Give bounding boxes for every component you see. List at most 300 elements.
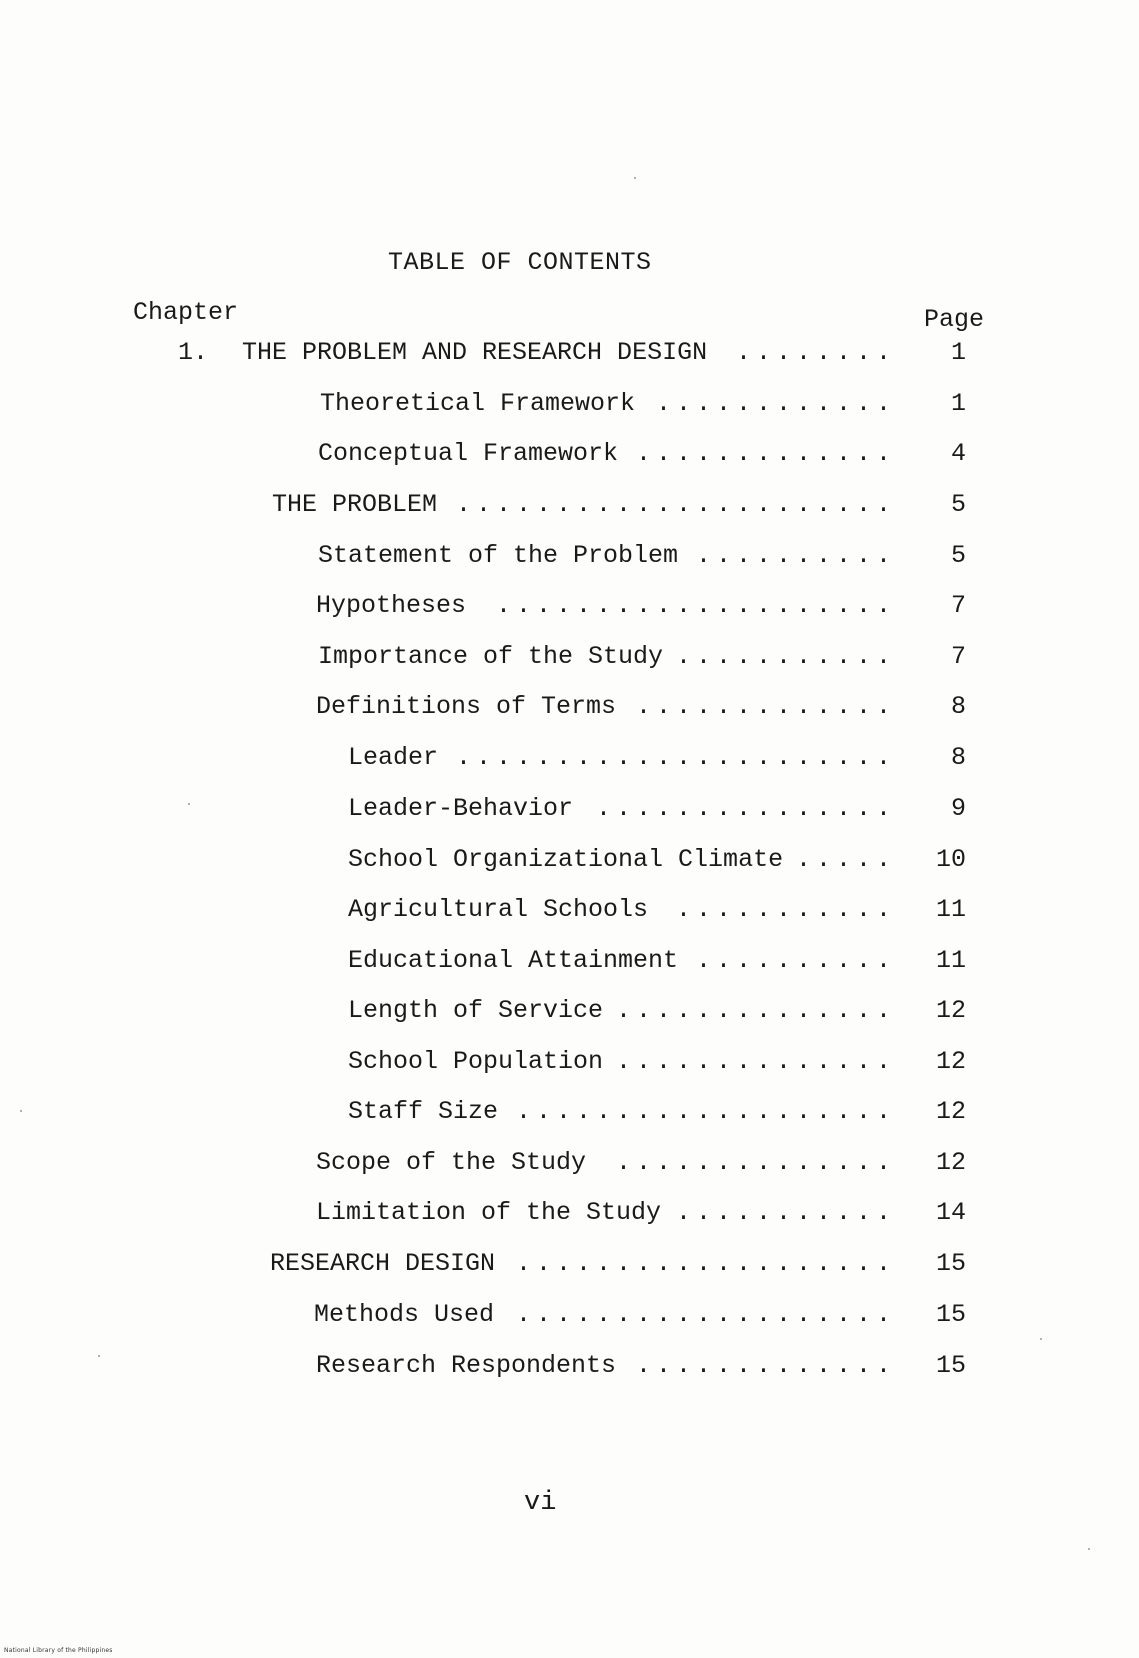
leader-dot: .	[836, 1351, 852, 1380]
toc-entry	[270, 1247, 495, 1281]
leader-dot: .	[716, 1300, 732, 1329]
page-folio: vi	[524, 1488, 557, 1518]
leader-dot: .	[756, 794, 772, 823]
leader-dot: .	[776, 1047, 792, 1076]
leader-dot: .	[796, 338, 812, 367]
leader-dot: .	[636, 692, 652, 721]
leader-dot: .	[576, 490, 592, 519]
leader-dot: .	[756, 389, 772, 418]
leader-dot: .	[756, 895, 772, 924]
leader-dot: .	[776, 338, 792, 367]
leader-dot: .	[696, 642, 712, 671]
leader-dot: .	[676, 439, 692, 468]
leader-dot: .	[796, 692, 812, 721]
leader-dot: .	[636, 996, 652, 1025]
leader-dot: .	[776, 1300, 792, 1329]
leader-dot: .	[816, 743, 832, 772]
toc-entry-label: Limitation of the Study	[316, 1198, 662, 1227]
leader-dot: .	[836, 541, 852, 570]
leader-dot: .	[576, 1300, 592, 1329]
leader-dot: .	[836, 642, 852, 671]
leader-dot: .	[796, 946, 812, 975]
toc-entry-label: Theoretical Framework	[320, 389, 636, 418]
leader-dot: .	[716, 946, 732, 975]
leader-dot: .	[716, 389, 732, 418]
toc-page-number: 12	[935, 1097, 966, 1126]
toc-entry-label: RESEARCH DESIGN	[270, 1249, 496, 1278]
leader-dot: .	[516, 743, 532, 772]
leader-dot: .	[736, 439, 752, 468]
leader-dot: .	[876, 895, 892, 924]
chapter-number: 1.	[178, 338, 209, 367]
toc-entry-label: Importance of the Study	[318, 642, 664, 671]
leader-dot: .	[696, 1198, 712, 1227]
toc-page-number: 4	[950, 439, 966, 468]
leader-dot: .	[776, 642, 792, 671]
leader-dot: .	[876, 743, 892, 772]
leader-dot: .	[656, 389, 672, 418]
leader-dot: .	[536, 1097, 552, 1126]
leader-dot: .	[596, 794, 612, 823]
leader-dot: .	[816, 1148, 832, 1177]
leader-dot: .	[756, 1300, 772, 1329]
leader-dot: .	[756, 1351, 772, 1380]
leader-dot: .	[636, 1300, 652, 1329]
toc-page-number: 8	[950, 743, 966, 772]
leader-dot: .	[536, 1300, 552, 1329]
leader-dot: .	[676, 1249, 692, 1278]
leader-dot: .	[876, 439, 892, 468]
leader-dot: .	[716, 591, 732, 620]
leader-dot: .	[516, 591, 532, 620]
toc-entry	[348, 1095, 498, 1129]
leader-dot: .	[636, 1047, 652, 1076]
leader-dot: .	[816, 1198, 832, 1227]
leader-dot: .	[516, 490, 532, 519]
leader-dot: .	[776, 743, 792, 772]
leader-dot: .	[816, 1300, 832, 1329]
leader-dot: .	[716, 1249, 732, 1278]
leader-dot: .	[856, 1198, 872, 1227]
leader-dot: .	[756, 1198, 772, 1227]
toc-entry-label: Length of Service	[348, 996, 604, 1025]
leader-dot: .	[736, 490, 752, 519]
leader-dot: .	[616, 591, 632, 620]
page-title: TABLE OF CONTENTS	[388, 248, 652, 277]
leader-dot: .	[816, 1097, 832, 1126]
leader-dot: .	[776, 794, 792, 823]
scan-speck	[1040, 1338, 1042, 1340]
toc-entry-label: Leader	[348, 743, 439, 772]
leader-dot: .	[676, 895, 692, 924]
leader-dot: .	[856, 996, 872, 1025]
leader-dot: .	[756, 439, 772, 468]
leader-dot: .	[536, 743, 552, 772]
leader-dot: .	[796, 1047, 812, 1076]
leader-dot: .	[796, 642, 812, 671]
leader-dot: .	[676, 642, 692, 671]
toc-entry	[272, 488, 437, 522]
leader-dot: .	[816, 692, 832, 721]
leader-dot: .	[796, 794, 812, 823]
toc-entry-label: Methods Used	[314, 1300, 495, 1329]
toc-entry	[316, 690, 616, 724]
leader-dot: .	[556, 1300, 572, 1329]
leader-dot: .	[876, 338, 892, 367]
toc-entry	[348, 1045, 603, 1079]
leader-dot: .	[696, 389, 712, 418]
leader-dot: .	[756, 1097, 772, 1126]
toc-page-number: 15	[935, 1249, 966, 1278]
toc-page-number: 1	[950, 338, 966, 367]
leader-dot: .	[536, 1249, 552, 1278]
leader-dot: .	[696, 794, 712, 823]
leader-dot: .	[776, 541, 792, 570]
leader-dot: .	[776, 1198, 792, 1227]
leader-dot: .	[876, 1047, 892, 1076]
leader-dot: .	[876, 1300, 892, 1329]
leader-dot: .	[796, 541, 812, 570]
leader-dot: .	[676, 490, 692, 519]
leader-dot: .	[836, 1047, 852, 1076]
scan-speck	[1088, 1548, 1090, 1550]
leader-dot: .	[716, 996, 732, 1025]
leader-dot: .	[856, 389, 872, 418]
leader-dot: .	[756, 642, 772, 671]
toc-entry-label: Hypotheses	[316, 591, 467, 620]
leader-dot: .	[656, 794, 672, 823]
leader-dot: .	[716, 1047, 732, 1076]
leader-dot: .	[656, 439, 672, 468]
toc-page-number: 8	[950, 692, 966, 721]
toc-entry-label: Definitions of Terms	[316, 692, 617, 721]
leader-dot: .	[696, 692, 712, 721]
leader-dot: .	[716, 743, 732, 772]
leader-dot: .	[756, 946, 772, 975]
leader-dot: .	[796, 845, 812, 874]
toc-entry-label: Educational Attainment	[348, 946, 679, 975]
leader-dot: .	[596, 591, 612, 620]
toc-entry-label: Staff Size	[348, 1097, 499, 1126]
leader-dot: .	[676, 1300, 692, 1329]
leader-dot: .	[836, 338, 852, 367]
leader-dot: .	[456, 743, 472, 772]
leader-dot: .	[816, 1249, 832, 1278]
leader-dot: .	[656, 591, 672, 620]
leader-dot: .	[716, 1198, 732, 1227]
leader-dot: .	[596, 1097, 612, 1126]
scan-speck	[20, 1110, 22, 1112]
scan-speck	[188, 803, 190, 805]
leader-dot: .	[756, 1249, 772, 1278]
leader-dot: .	[776, 439, 792, 468]
toc-entry	[318, 640, 663, 674]
leader-dot: .	[796, 1097, 812, 1126]
leader-dot: .	[696, 1300, 712, 1329]
leader-dot: .	[836, 591, 852, 620]
leader-dot: .	[696, 439, 712, 468]
leader-dot: .	[776, 1249, 792, 1278]
toc-entry	[348, 994, 603, 1028]
leader-dot: .	[736, 794, 752, 823]
leader-dot: .	[816, 1351, 832, 1380]
leader-dot: .	[796, 591, 812, 620]
toc-entry-label: Conceptual Framework	[318, 439, 619, 468]
leader-dot: .	[696, 996, 712, 1025]
leader-dot: .	[516, 1249, 532, 1278]
leader-dot: .	[856, 1148, 872, 1177]
leader-dot: .	[616, 1300, 632, 1329]
leader-dot: .	[716, 692, 732, 721]
toc-page-number: 5	[950, 541, 966, 570]
leader-dot: .	[496, 743, 512, 772]
leader-dot: .	[836, 743, 852, 772]
leader-dot: .	[776, 389, 792, 418]
leader-dot: .	[856, 743, 872, 772]
leader-dot: .	[676, 1148, 692, 1177]
leader-dot: .	[636, 591, 652, 620]
leader-dot: .	[776, 946, 792, 975]
leader-dot: .	[656, 1047, 672, 1076]
leader-dot: .	[756, 338, 772, 367]
toc-page-number: 10	[935, 845, 966, 874]
leader-dot: .	[856, 845, 872, 874]
leader-dot: .	[796, 439, 812, 468]
leader-dot: .	[836, 1148, 852, 1177]
leader-dot: .	[816, 439, 832, 468]
leader-dot: .	[596, 743, 612, 772]
leader-dot: .	[656, 1148, 672, 1177]
leader-dot: .	[796, 1249, 812, 1278]
leader-dot: .	[776, 692, 792, 721]
leader-dot: .	[716, 1097, 732, 1126]
leader-dot: .	[816, 591, 832, 620]
leader-dot: .	[636, 439, 652, 468]
leader-dot: .	[636, 1148, 652, 1177]
leader-dot: .	[736, 389, 752, 418]
toc-entry	[348, 741, 438, 775]
leader-dot: .	[876, 642, 892, 671]
leader-dot: .	[796, 490, 812, 519]
leader-dot: .	[876, 946, 892, 975]
leader-dot: .	[856, 946, 872, 975]
leader-dot: .	[696, 591, 712, 620]
leader-dot: .	[876, 1351, 892, 1380]
toc-entry	[318, 437, 618, 471]
page-column-header: Page	[924, 305, 985, 334]
leader-dot: .	[696, 946, 712, 975]
leader-dot: .	[816, 389, 832, 418]
leader-dot: .	[656, 1351, 672, 1380]
toc-entry-label: THE PROBLEM	[272, 490, 438, 519]
leader-dot: .	[876, 1249, 892, 1278]
leader-dot: .	[816, 338, 832, 367]
leader-dot: .	[616, 1097, 632, 1126]
leader-dot: .	[836, 1249, 852, 1278]
leader-dot: .	[796, 1300, 812, 1329]
leader-dot: .	[756, 1047, 772, 1076]
leader-dot: .	[816, 1047, 832, 1076]
leader-dot: .	[856, 338, 872, 367]
leader-dot: .	[676, 389, 692, 418]
leader-dot: .	[516, 1097, 532, 1126]
leader-dot: .	[816, 996, 832, 1025]
leader-dot: .	[736, 692, 752, 721]
leader-dot: .	[716, 1351, 732, 1380]
toc-entry-label: Agricultural Schools	[348, 895, 649, 924]
toc-page-number: 14	[935, 1198, 966, 1227]
leader-dot: .	[816, 490, 832, 519]
leader-dot: .	[856, 1300, 872, 1329]
leader-dot: .	[876, 845, 892, 874]
leader-dot: .	[856, 1097, 872, 1126]
leader-dot: .	[536, 490, 552, 519]
leader-dot: .	[636, 1351, 652, 1380]
leader-dot: .	[756, 1148, 772, 1177]
leader-dot: .	[676, 1198, 692, 1227]
leader-dot: .	[556, 591, 572, 620]
leader-dot: .	[656, 1097, 672, 1126]
toc-entry	[320, 387, 635, 421]
toc-page-number: 11	[935, 895, 966, 924]
leader-dot: .	[876, 541, 892, 570]
leader-dot: .	[736, 591, 752, 620]
leader-dot: .	[556, 1249, 572, 1278]
leader-dot: .	[596, 1249, 612, 1278]
leader-dot: .	[796, 743, 812, 772]
leader-dot: .	[556, 1097, 572, 1126]
leader-dot: .	[656, 490, 672, 519]
leader-dot: .	[736, 541, 752, 570]
toc-entry-label: Research Respondents	[316, 1351, 617, 1380]
leader-dot: .	[716, 541, 732, 570]
leader-dot: .	[876, 1198, 892, 1227]
toc-entry	[316, 1146, 586, 1180]
leader-dot: .	[596, 1300, 612, 1329]
leader-dot: .	[856, 794, 872, 823]
leader-dot: .	[636, 1097, 652, 1126]
leader-dot: .	[776, 490, 792, 519]
leader-dot: .	[636, 490, 652, 519]
leader-dot: .	[736, 946, 752, 975]
leader-dot: .	[696, 1249, 712, 1278]
leader-dot: .	[576, 1249, 592, 1278]
leader-dot: .	[476, 743, 492, 772]
leader-dot: .	[676, 1097, 692, 1126]
leader-dot: .	[736, 338, 752, 367]
toc-entry	[318, 539, 678, 573]
leader-dot: .	[556, 743, 572, 772]
leader-dot: .	[736, 743, 752, 772]
leader-dot: .	[696, 1097, 712, 1126]
leader-dot: .	[636, 794, 652, 823]
leader-dot: .	[856, 541, 872, 570]
toc-entry	[316, 589, 466, 623]
leader-dot: .	[696, 490, 712, 519]
leader-dot: .	[716, 642, 732, 671]
leader-dot: .	[676, 743, 692, 772]
leader-dot: .	[736, 1351, 752, 1380]
leader-dot: .	[856, 591, 872, 620]
leader-dot: .	[736, 1148, 752, 1177]
leader-dot: .	[656, 692, 672, 721]
toc-page-number: 9	[950, 794, 966, 823]
chapter-column-header: Chapter	[133, 298, 239, 327]
leader-dot: .	[736, 1249, 752, 1278]
leader-dot: .	[756, 541, 772, 570]
leader-dot: .	[696, 895, 712, 924]
leader-dot: .	[836, 490, 852, 519]
toc-entry	[316, 1349, 616, 1383]
toc-entry-label: Statement of the Problem	[318, 541, 679, 570]
leader-dot: .	[596, 490, 612, 519]
scan-speck	[634, 177, 636, 179]
toc-page-number: 15	[935, 1351, 966, 1380]
toc-page-number: 12	[935, 1047, 966, 1076]
leader-dot: .	[656, 996, 672, 1025]
toc-page-number: 7	[950, 591, 966, 620]
leader-dot: .	[616, 490, 632, 519]
leader-dot: .	[616, 743, 632, 772]
leader-dot: .	[616, 1047, 632, 1076]
leader-dot: .	[616, 1249, 632, 1278]
leader-dot: .	[816, 794, 832, 823]
toc-entry	[348, 792, 573, 826]
leader-dot: .	[576, 591, 592, 620]
archive-stamp: National Library of the Philippines	[4, 1647, 113, 1654]
leader-dot: .	[836, 895, 852, 924]
leader-dot: .	[876, 591, 892, 620]
leader-dot: .	[756, 591, 772, 620]
leader-dot: .	[636, 743, 652, 772]
toc-entry	[316, 1196, 661, 1230]
leader-dot: .	[836, 1300, 852, 1329]
leader-dot: .	[776, 996, 792, 1025]
leader-dot: .	[856, 692, 872, 721]
leader-dot: .	[656, 1300, 672, 1329]
leader-dot: .	[676, 591, 692, 620]
leader-dot: .	[856, 439, 872, 468]
toc-entry-label: School Organizational Climate	[348, 845, 784, 874]
leader-dot: .	[856, 642, 872, 671]
leader-dot: .	[736, 1300, 752, 1329]
leader-dot: .	[876, 794, 892, 823]
leader-dot: .	[856, 895, 872, 924]
leader-dot: .	[476, 490, 492, 519]
toc-page-number: 12	[935, 1148, 966, 1177]
leader-dot: .	[696, 1351, 712, 1380]
leader-dot: .	[736, 996, 752, 1025]
leader-dot: .	[776, 1148, 792, 1177]
leader-dot: .	[736, 1198, 752, 1227]
leader-dot: .	[836, 692, 852, 721]
leader-dot: .	[616, 996, 632, 1025]
leader-dot: .	[696, 743, 712, 772]
leader-dot: .	[796, 1198, 812, 1227]
leader-dot: .	[876, 1097, 892, 1126]
leader-dot: .	[796, 996, 812, 1025]
leader-dot: .	[736, 1047, 752, 1076]
leader-dot: .	[776, 591, 792, 620]
leader-dot: .	[856, 1249, 872, 1278]
leader-dot: .	[716, 895, 732, 924]
leader-dot: .	[716, 1148, 732, 1177]
leader-dot: .	[696, 1047, 712, 1076]
toc-page-number: 5	[950, 490, 966, 519]
leader-dot: .	[836, 946, 852, 975]
leader-dot: .	[456, 490, 472, 519]
leader-dot: .	[676, 1351, 692, 1380]
